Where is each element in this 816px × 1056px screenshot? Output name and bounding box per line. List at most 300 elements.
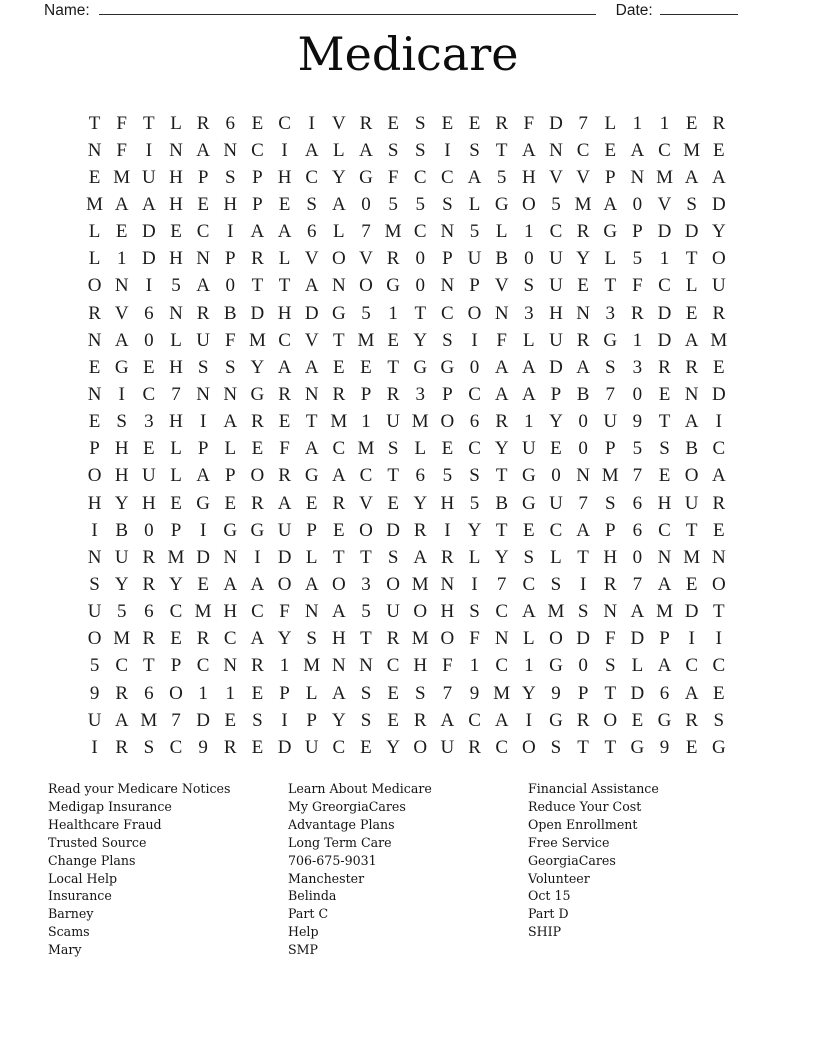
grid-cell-r6-c4: H bbox=[169, 248, 183, 270]
word-list-item: Part D bbox=[528, 906, 569, 922]
grid-cell-r17-c3: R bbox=[142, 546, 156, 568]
grid-cell-r1-c22: 1 bbox=[659, 112, 670, 134]
grid-cell-r18-c8: O bbox=[277, 573, 292, 595]
grid-cell-r11-c6: N bbox=[223, 383, 238, 405]
grid-cell-r6-c13: 0 bbox=[415, 248, 425, 270]
grid-cell-r2-c15: S bbox=[469, 139, 480, 161]
grid-cell-r17-c1: N bbox=[87, 546, 102, 568]
grid-cell-r4-c6: H bbox=[223, 193, 238, 215]
grid-cell-r8-c22: D bbox=[657, 302, 672, 324]
grid-cell-r9-c16: F bbox=[496, 329, 507, 351]
grid-cell-r23-c8: I bbox=[281, 709, 288, 731]
grid-cell-r11-c22: E bbox=[658, 383, 671, 405]
grid-cell-r24-c22: 9 bbox=[659, 736, 670, 758]
grid-cell-r9-c23: A bbox=[684, 329, 699, 351]
grid-cell-r5-c21: P bbox=[632, 221, 643, 243]
grid-cell-r7-c11: O bbox=[359, 275, 373, 297]
grid-cell-r16-c15: Y bbox=[467, 519, 482, 541]
grid-cell-r20-c11: T bbox=[360, 628, 372, 650]
grid-cell-r16-c23: T bbox=[685, 519, 698, 541]
grid-cell-r17-c5: D bbox=[196, 546, 210, 568]
grid-cell-r23-c5: D bbox=[196, 709, 210, 731]
grid-cell-r5-c23: D bbox=[684, 221, 699, 243]
grid-cell-r15-c8: A bbox=[277, 492, 292, 514]
grid-cell-r7-c9: A bbox=[304, 275, 319, 297]
grid-cell-r3-c15: A bbox=[467, 166, 482, 188]
grid-cell-r16-c17: E bbox=[523, 519, 535, 541]
grid-cell-r2-c22: C bbox=[658, 139, 671, 161]
word-list-item: SMP bbox=[288, 942, 318, 958]
grid-cell-r12-c1: E bbox=[88, 411, 101, 433]
grid-cell-r17-c13: A bbox=[413, 546, 428, 568]
grid-cell-r14-c10: A bbox=[331, 465, 346, 487]
grid-cell-r19-c19: S bbox=[577, 601, 589, 623]
grid-cell-r16-c13: R bbox=[413, 519, 427, 541]
grid-cell-r22-c12: E bbox=[387, 682, 399, 704]
grid-cell-r8-c12: 1 bbox=[388, 302, 398, 324]
grid-cell-r1-c7: E bbox=[251, 112, 264, 134]
word-list-item: Financial Assistance bbox=[528, 781, 659, 796]
grid-cell-r21-c2: C bbox=[115, 655, 129, 677]
grid-cell-r12-c23: A bbox=[684, 411, 699, 433]
grid-cell-r11-c18: P bbox=[550, 383, 562, 405]
grid-cell-r22-c14: 7 bbox=[442, 682, 453, 704]
word-list-item: GeorgiaCares bbox=[528, 852, 616, 868]
grid-cell-r22-c24: E bbox=[713, 682, 725, 704]
grid-cell-r16-c7: G bbox=[250, 519, 265, 541]
word-list-item: Oct 15 bbox=[528, 888, 571, 904]
grid-cell-r7-c15: P bbox=[469, 275, 480, 297]
grid-cell-r10-c5: S bbox=[197, 356, 209, 378]
grid-cell-r21-c8: 1 bbox=[279, 655, 290, 677]
grid-cell-r7-c23: L bbox=[685, 275, 698, 297]
grid-cell-r19-c13: O bbox=[413, 601, 428, 623]
grid-cell-r1-c8: C bbox=[278, 112, 291, 134]
grid-cell-r16-c5: I bbox=[199, 519, 207, 541]
grid-cell-r6-c3: D bbox=[141, 248, 156, 270]
grid-cell-r10-c24: E bbox=[713, 356, 725, 378]
grid-cell-r23-c14: A bbox=[440, 709, 455, 731]
grid-cell-r2-c10: L bbox=[333, 139, 345, 161]
word-list-item: Barney bbox=[48, 906, 94, 922]
grid-cell-r14-c23: O bbox=[684, 465, 699, 487]
grid-cell-r13-c3: E bbox=[143, 438, 155, 460]
grid-cell-r8-c16: N bbox=[494, 302, 509, 324]
grid-cell-r19-c24: T bbox=[713, 601, 725, 623]
grid-cell-r11-c14: P bbox=[442, 383, 453, 405]
grid-cell-r7-c2: N bbox=[114, 275, 129, 297]
grid-cell-r10-c11: E bbox=[360, 356, 372, 378]
grid-cell-r24-c19: T bbox=[577, 736, 589, 758]
grid-cell-r21-c15: 1 bbox=[469, 655, 480, 677]
grid-cell-r22-c23: A bbox=[684, 682, 699, 704]
grid-cell-r19-c10: A bbox=[331, 601, 346, 623]
grid-cell-r9-c19: R bbox=[576, 329, 590, 351]
grid-cell-r6-c22: 1 bbox=[659, 248, 670, 270]
grid-cell-r8-c23: E bbox=[685, 302, 698, 324]
grid-cell-r21-c20: S bbox=[604, 655, 616, 677]
grid-cell-r9-c5: U bbox=[196, 329, 210, 351]
grid-cell-r10-c4: H bbox=[169, 356, 183, 378]
grid-cell-r3-c9: C bbox=[305, 166, 319, 188]
grid-cell-r22-c5: 1 bbox=[198, 682, 208, 704]
grid-cell-r6-c23: T bbox=[685, 248, 698, 270]
date-label: Date: bbox=[615, 2, 653, 19]
grid-cell-r1-c5: R bbox=[196, 112, 210, 134]
grid-cell-r23-c23: R bbox=[685, 709, 698, 731]
grid-cell-r3-c22: M bbox=[656, 166, 673, 188]
grid-cell-r2-c12: S bbox=[387, 139, 399, 161]
grid-cell-r11-c8: R bbox=[278, 383, 291, 405]
grid-cell-r23-c20: O bbox=[603, 709, 618, 731]
grid-cell-r17-c18: L bbox=[550, 546, 562, 568]
grid-cell-r22-c7: E bbox=[251, 682, 264, 704]
grid-cell-r17-c8: D bbox=[277, 546, 292, 568]
grid-cell-r16-c12: D bbox=[386, 519, 400, 541]
grid-cell-r8-c10: G bbox=[331, 302, 346, 324]
grid-cell-r24-c18: S bbox=[550, 736, 562, 758]
word-list-item: Reduce Your Cost bbox=[528, 798, 642, 814]
grid-cell-r24-c14: U bbox=[440, 736, 455, 758]
grid-cell-r10-c1: E bbox=[88, 356, 101, 378]
grid-cell-r5-c4: E bbox=[170, 221, 182, 243]
grid-cell-r20-c21: D bbox=[630, 628, 645, 650]
grid-cell-r23-c1: U bbox=[87, 709, 102, 731]
grid-cell-r10-c9: A bbox=[304, 356, 319, 378]
word-list-item: Scams bbox=[48, 924, 90, 940]
grid-cell-r13-c13: L bbox=[414, 438, 427, 460]
grid-cell-r13-c17: U bbox=[521, 438, 536, 460]
grid-cell-r18-c19: I bbox=[579, 573, 587, 595]
grid-cell-r3-c1: E bbox=[88, 166, 101, 188]
grid-cell-r4-c23: S bbox=[686, 193, 697, 215]
grid-cell-r1-c21: 1 bbox=[632, 112, 643, 134]
grid-cell-r3-c20: P bbox=[604, 166, 616, 188]
grid-cell-r5-c17: 1 bbox=[524, 221, 534, 243]
grid-cell-r13-c16: Y bbox=[494, 438, 509, 460]
grid-cell-r17-c10: T bbox=[333, 546, 345, 568]
grid-cell-r10-c3: E bbox=[143, 356, 155, 378]
grid-cell-r15-c21: 6 bbox=[632, 492, 643, 514]
grid-cell-r12-c2: S bbox=[116, 411, 127, 433]
word-list-column-2 bbox=[288, 780, 432, 959]
grid-cell-r8-c2: V bbox=[114, 302, 129, 324]
word-list-item: Help bbox=[288, 924, 319, 940]
grid-cell-r19-c2: 5 bbox=[116, 601, 127, 623]
grid-cell-r19-c9: N bbox=[304, 601, 319, 623]
grid-cell-r6-c9: V bbox=[304, 248, 319, 270]
grid-cell-r10-c17: A bbox=[521, 356, 536, 378]
grid-cell-r7-c22: C bbox=[658, 275, 671, 297]
grid-cell-r6-c20: L bbox=[604, 248, 617, 270]
grid-cell-r24-c11: E bbox=[360, 736, 372, 758]
grid-cell-r2-c18: N bbox=[549, 139, 563, 161]
grid-cell-r10-c22: R bbox=[658, 356, 671, 378]
grid-cell-r9-c3: 0 bbox=[144, 329, 154, 351]
grid-cell-r1-c6: 6 bbox=[225, 112, 236, 134]
grid-cell-r16-c16: T bbox=[495, 519, 508, 541]
grid-cell-r21-c3: T bbox=[143, 655, 155, 677]
grid-cell-r15-c7: R bbox=[251, 492, 264, 514]
grid-cell-r6-c5: N bbox=[196, 248, 210, 270]
grid-cell-r12-c4: H bbox=[169, 411, 183, 433]
grid-cell-r20-c8: Y bbox=[277, 628, 292, 650]
grid-cell-r10-c15: 0 bbox=[469, 356, 480, 378]
grid-cell-r21-c17: 1 bbox=[524, 655, 534, 677]
grid-cell-r20-c7: A bbox=[250, 628, 265, 650]
grid-cell-r12-c15: 6 bbox=[469, 411, 480, 433]
grid-cell-r18-c5: E bbox=[197, 573, 209, 595]
grid-cell-r13-c11: M bbox=[357, 438, 375, 460]
grid-cell-r10-c18: D bbox=[549, 356, 563, 378]
grid-cell-r3-c19: V bbox=[576, 166, 590, 188]
grid-cell-r19-c1: U bbox=[87, 601, 102, 623]
grid-cell-r1-c9: I bbox=[308, 112, 315, 134]
grid-cell-r5-c16: L bbox=[495, 221, 508, 243]
word-list-item: 706-675-9031 bbox=[288, 852, 377, 868]
grid-cell-r18-c6: A bbox=[223, 573, 238, 595]
grid-cell-r20-c16: N bbox=[494, 628, 509, 650]
grid-cell-r6-c15: U bbox=[467, 248, 482, 270]
grid-cell-r18-c11: 3 bbox=[361, 573, 371, 595]
grid-cell-r15-c15: 5 bbox=[469, 492, 480, 514]
grid-cell-r4-c3: A bbox=[141, 193, 156, 215]
word-list-item: Open Enrollment bbox=[528, 816, 638, 832]
grid-cell-r23-c19: R bbox=[576, 709, 590, 731]
grid-cell-r12-c8: E bbox=[278, 411, 291, 433]
header bbox=[44, 1, 744, 20]
grid-cell-r11-c21: 0 bbox=[632, 383, 643, 405]
grid-cell-r18-c10: O bbox=[331, 573, 346, 595]
grid-cell-r4-c5: E bbox=[197, 193, 209, 215]
grid-cell-r19-c17: A bbox=[521, 601, 536, 623]
grid-cell-r12-c10: M bbox=[330, 411, 348, 433]
grid-cell-r15-c19: 7 bbox=[578, 492, 588, 514]
grid-cell-r19-c22: M bbox=[656, 601, 673, 623]
grid-cell-r9-c24: M bbox=[710, 329, 728, 351]
grid-cell-r5-c15: 5 bbox=[469, 221, 480, 243]
grid-cell-r13-c8: F bbox=[279, 438, 290, 460]
grid-cell-r18-c17: C bbox=[522, 573, 536, 595]
grid-cell-r17-c15: L bbox=[468, 546, 481, 568]
grid-cell-r19-c11: 5 bbox=[361, 601, 371, 623]
grid-cell-r24-c13: O bbox=[413, 736, 428, 758]
grid-cell-r11-c9: N bbox=[304, 383, 319, 405]
word-list-column-3 bbox=[528, 780, 659, 941]
grid-cell-r21-c1: 5 bbox=[89, 655, 100, 677]
grid-cell-r20-c2: M bbox=[113, 628, 131, 650]
grid-cell-r21-c22: A bbox=[657, 655, 672, 677]
grid-cell-r9-c20: G bbox=[603, 329, 618, 351]
grid-cell-r22-c18: 9 bbox=[551, 682, 561, 704]
grid-cell-r4-c22: V bbox=[657, 193, 672, 215]
grid-cell-r22-c10: A bbox=[331, 682, 346, 704]
grid-cell-r14-c6: P bbox=[224, 465, 236, 487]
grid-cell-r1-c2: F bbox=[116, 112, 127, 134]
grid-cell-r7-c19: E bbox=[577, 275, 589, 297]
grid-cell-r2-c23: M bbox=[683, 139, 701, 161]
grid-cell-r15-c9: E bbox=[305, 492, 318, 514]
grid-cell-r3-c2: M bbox=[113, 166, 131, 188]
grid-cell-r3-c8: H bbox=[277, 166, 292, 188]
grid-cell-r19-c12: U bbox=[386, 601, 400, 623]
grid-cell-r12-c21: 9 bbox=[632, 411, 643, 433]
word-list-item: Medigap Insurance bbox=[48, 798, 172, 814]
grid-cell-r9-c10: T bbox=[333, 329, 345, 351]
grid-cell-r9-c18: U bbox=[549, 329, 563, 351]
grid-cell-r15-c4: E bbox=[170, 492, 182, 514]
grid-cell-r22-c2: R bbox=[115, 682, 129, 704]
grid-cell-r16-c21: 6 bbox=[632, 519, 643, 541]
grid-cell-r23-c15: C bbox=[468, 709, 481, 731]
grid-cell-r7-c6: 0 bbox=[225, 275, 236, 297]
grid-cell-r6-c14: P bbox=[442, 248, 453, 270]
grid-cell-r18-c22: A bbox=[657, 573, 672, 595]
grid-cell-r21-c7: R bbox=[251, 655, 264, 677]
grid-cell-r14-c19: N bbox=[576, 465, 590, 487]
grid-cell-r8-c20: 3 bbox=[605, 302, 615, 324]
grid-cell-r12-c7: R bbox=[251, 411, 264, 433]
grid-cell-r2-c21: A bbox=[630, 139, 645, 161]
grid-cell-r12-c3: 3 bbox=[144, 411, 154, 433]
grid-cell-r16-c14: I bbox=[444, 519, 451, 541]
word-list-item: Change Plans bbox=[48, 852, 136, 868]
grid-cell-r24-c21: G bbox=[630, 736, 645, 758]
grid-cell-r8-c7: D bbox=[250, 302, 265, 324]
grid-cell-r15-c3: H bbox=[141, 492, 156, 514]
grid-cell-r15-c20: S bbox=[604, 492, 616, 514]
grid-cell-r17-c16: Y bbox=[494, 546, 509, 568]
grid-cell-r4-c12: 5 bbox=[388, 193, 398, 215]
grid-cell-r5-c20: G bbox=[603, 221, 618, 243]
grid-cell-r23-c21: E bbox=[631, 709, 644, 731]
grid-cell-r8-c8: H bbox=[277, 302, 292, 324]
grid-cell-r13-c6: L bbox=[224, 438, 237, 460]
grid-cell-r4-c10: A bbox=[331, 193, 346, 215]
grid-cell-r9-c15: I bbox=[471, 329, 478, 351]
grid-cell-r8-c14: C bbox=[441, 302, 454, 324]
word-list-item: Manchester bbox=[288, 870, 365, 886]
grid-cell-r19-c8: F bbox=[279, 601, 290, 623]
grid-cell-r23-c9: P bbox=[306, 709, 317, 731]
grid-cell-r17-c22: N bbox=[657, 546, 672, 568]
grid-cell-r20-c18: O bbox=[549, 628, 563, 650]
grid-cell-r6-c21: 5 bbox=[632, 248, 643, 270]
grid-cell-r18-c2: Y bbox=[114, 573, 129, 595]
grid-cell-r5-c12: M bbox=[384, 221, 402, 243]
grid-cell-r15-c18: U bbox=[549, 492, 563, 514]
grid-cell-r19-c16: C bbox=[495, 601, 509, 623]
grid-cell-r5-c13: C bbox=[413, 221, 427, 243]
grid-cell-r11-c7: G bbox=[250, 383, 265, 405]
grid-cell-r22-c20: T bbox=[604, 682, 617, 704]
grid-cell-r16-c24: E bbox=[713, 519, 725, 541]
grid-cell-r1-c17: F bbox=[523, 112, 535, 134]
grid-cell-r20-c14: O bbox=[440, 628, 455, 650]
grid-cell-r18-c21: 7 bbox=[632, 573, 643, 595]
grid-cell-r19-c5: M bbox=[194, 601, 212, 623]
grid-cell-r21-c23: C bbox=[685, 655, 698, 677]
grid-cell-r23-c18: G bbox=[549, 709, 563, 731]
grid-cell-r21-c19: 0 bbox=[578, 655, 588, 677]
grid-cell-r11-c2: I bbox=[118, 383, 125, 405]
grid-cell-r18-c16: 7 bbox=[496, 573, 507, 595]
grid-cell-r7-c18: U bbox=[549, 275, 563, 297]
grid-cell-r17-c23: M bbox=[683, 546, 701, 568]
grid-cell-r24-c23: E bbox=[685, 736, 698, 758]
grid-cell-r2-c14: I bbox=[444, 139, 451, 161]
grid-cell-r1-c20: L bbox=[604, 112, 617, 134]
grid-cell-r5-c19: R bbox=[576, 221, 590, 243]
grid-cell-r13-c14: E bbox=[441, 438, 454, 460]
grid-cell-r20-c10: H bbox=[331, 628, 346, 650]
grid-cell-r7-c8: T bbox=[278, 275, 291, 297]
grid-cell-r9-c2: A bbox=[114, 329, 129, 351]
grid-cell-r3-c24: A bbox=[711, 166, 726, 188]
grid-cell-r15-c11: V bbox=[359, 492, 373, 514]
grid-cell-r3-c7: P bbox=[252, 166, 263, 188]
grid-cell-r13-c10: C bbox=[332, 438, 346, 460]
grid-cell-r1-c18: D bbox=[549, 112, 563, 134]
grid-cell-r9-c11: M bbox=[357, 329, 375, 351]
grid-cell-r1-c4: L bbox=[170, 112, 182, 134]
grid-cell-r24-c6: R bbox=[223, 736, 237, 758]
grid-cell-r12-c16: R bbox=[495, 411, 509, 433]
grid-cell-r5-c9: 6 bbox=[306, 221, 317, 243]
grid-cell-r8-c6: B bbox=[223, 302, 237, 324]
grid-cell-r18-c20: R bbox=[603, 573, 617, 595]
grid-cell-r4-c9: S bbox=[306, 193, 317, 215]
word-list-item: Free Service bbox=[528, 834, 610, 850]
grid-cell-r16-c10: E bbox=[333, 519, 345, 541]
grid-cell-r17-c21: 0 bbox=[632, 546, 643, 568]
grid-cell-r23-c7: S bbox=[252, 709, 263, 731]
grid-cell-r14-c7: O bbox=[250, 465, 265, 487]
word-lists bbox=[0, 780, 816, 980]
grid-cell-r8-c21: R bbox=[631, 302, 644, 324]
grid-cell-r8-c17: 3 bbox=[524, 302, 534, 324]
grid-cell-r22-c9: L bbox=[305, 682, 318, 704]
grid-cell-r9-c14: S bbox=[442, 329, 453, 351]
word-list-column-1 bbox=[48, 780, 230, 959]
grid-cell-r13-c2: H bbox=[114, 438, 129, 460]
grid-cell-r16-c6: G bbox=[223, 519, 238, 541]
grid-cell-r17-c7: I bbox=[254, 546, 261, 568]
grid-cell-r18-c3: R bbox=[142, 573, 156, 595]
grid-cell-r15-c10: R bbox=[332, 492, 346, 514]
grid-cell-r24-c16: C bbox=[495, 736, 509, 758]
grid-cell-r16-c11: O bbox=[359, 519, 373, 541]
grid-cell-r1-c1: T bbox=[88, 112, 101, 134]
grid-cell-r16-c3: 0 bbox=[144, 519, 154, 541]
grid-cell-r22-c1: 9 bbox=[89, 682, 100, 704]
grid-cell-r16-c18: C bbox=[549, 519, 563, 541]
grid-cell-r24-c1: I bbox=[91, 736, 98, 758]
grid-cell-r10-c6: S bbox=[224, 356, 236, 378]
grid-cell-r6-c16: B bbox=[495, 248, 509, 270]
grid-cell-r8-c24: R bbox=[712, 302, 726, 324]
grid-cell-r14-c1: O bbox=[87, 465, 102, 487]
grid-cell-r1-c13: S bbox=[414, 112, 426, 134]
grid-cell-r14-c9: G bbox=[304, 465, 319, 487]
grid-cell-r20-c20: F bbox=[604, 628, 616, 650]
word-list-item: Long Term Care bbox=[288, 834, 392, 850]
grid-cell-r5-c3: D bbox=[141, 221, 156, 243]
grid-cell-r5-c7: A bbox=[250, 221, 265, 243]
grid-cell-r21-c9: M bbox=[303, 655, 321, 677]
grid-cell-r24-c9: U bbox=[304, 736, 319, 758]
grid-cell-r13-c5: P bbox=[197, 438, 209, 460]
